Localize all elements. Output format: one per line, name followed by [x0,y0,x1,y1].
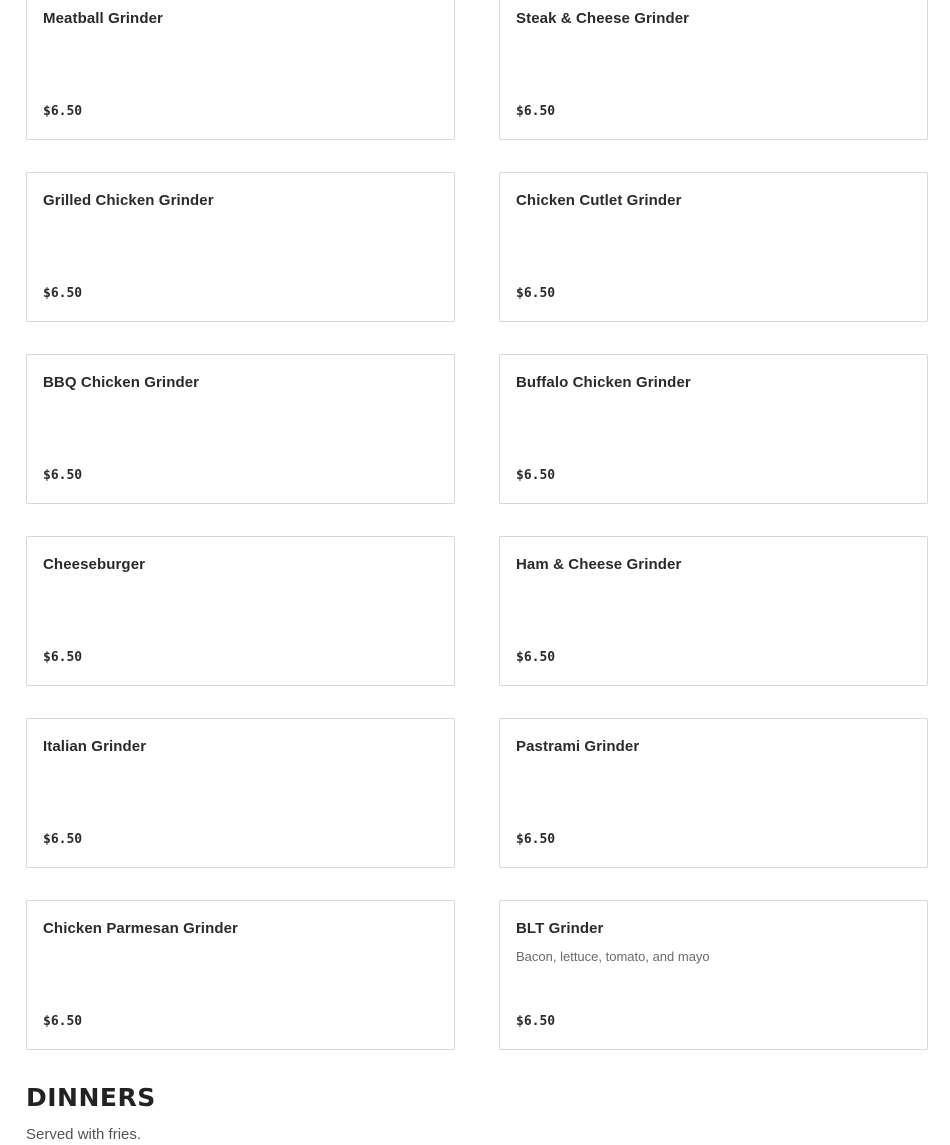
menu-item-name: Steak & Cheese Grinder [516,10,690,27]
menu-item-name: Chicken Parmesan Grinder [43,920,238,937]
menu-items-grid [26,0,928,1050]
menu-item-name: Chicken Cutlet Grinder [516,192,682,209]
menu-item-name: Italian Grinder [43,738,147,755]
menu-item-card[interactable] [499,536,928,686]
menu-item-price: $6.50 [43,286,83,301]
menu-item-name: Meatball Grinder [43,10,163,27]
menu-item-name: BBQ Chicken Grinder [43,374,200,391]
section-title: DINNERS [26,1083,156,1112]
menu-item-name: Pastrami Grinder [516,738,640,755]
menu-item-card[interactable] [499,354,928,504]
menu-item-name: Grilled Chicken Grinder [43,192,214,209]
menu-item-price: $6.50 [43,1014,83,1029]
menu-item-card[interactable] [26,900,455,1050]
menu-item-card[interactable] [26,0,455,140]
menu-item-card[interactable] [26,354,455,504]
menu-item-card[interactable] [499,0,928,140]
menu-item-name: BLT Grinder [516,920,604,937]
menu-item-name: Cheeseburger [43,556,146,573]
menu-item-price: $6.50 [43,832,83,847]
section-description: Served with fries. [26,1126,142,1143]
menu-item-price: $6.50 [43,650,83,665]
menu-item-price: $6.50 [516,1014,556,1029]
menu-item-price: $6.50 [43,468,83,483]
menu-item-price: $6.50 [516,286,556,301]
menu-item-price: $6.50 [516,104,556,119]
menu-item-price: $6.50 [516,832,556,847]
menu-item-description: Bacon, lettuce, tomato, and mayo [516,949,710,964]
menu-item-card[interactable] [499,900,928,1050]
menu-item-card[interactable] [499,172,928,322]
menu-item-card[interactable] [26,536,455,686]
menu-item-card[interactable] [499,718,928,868]
menu-item-price: $6.50 [516,650,556,665]
menu-item-price: $6.50 [43,104,83,119]
menu-item-name: Ham & Cheese Grinder [516,556,682,573]
menu-item-card[interactable] [26,172,455,322]
menu-item-name: Buffalo Chicken Grinder [516,374,691,391]
menu-item-price: $6.50 [516,468,556,483]
menu-item-card[interactable] [26,718,455,868]
